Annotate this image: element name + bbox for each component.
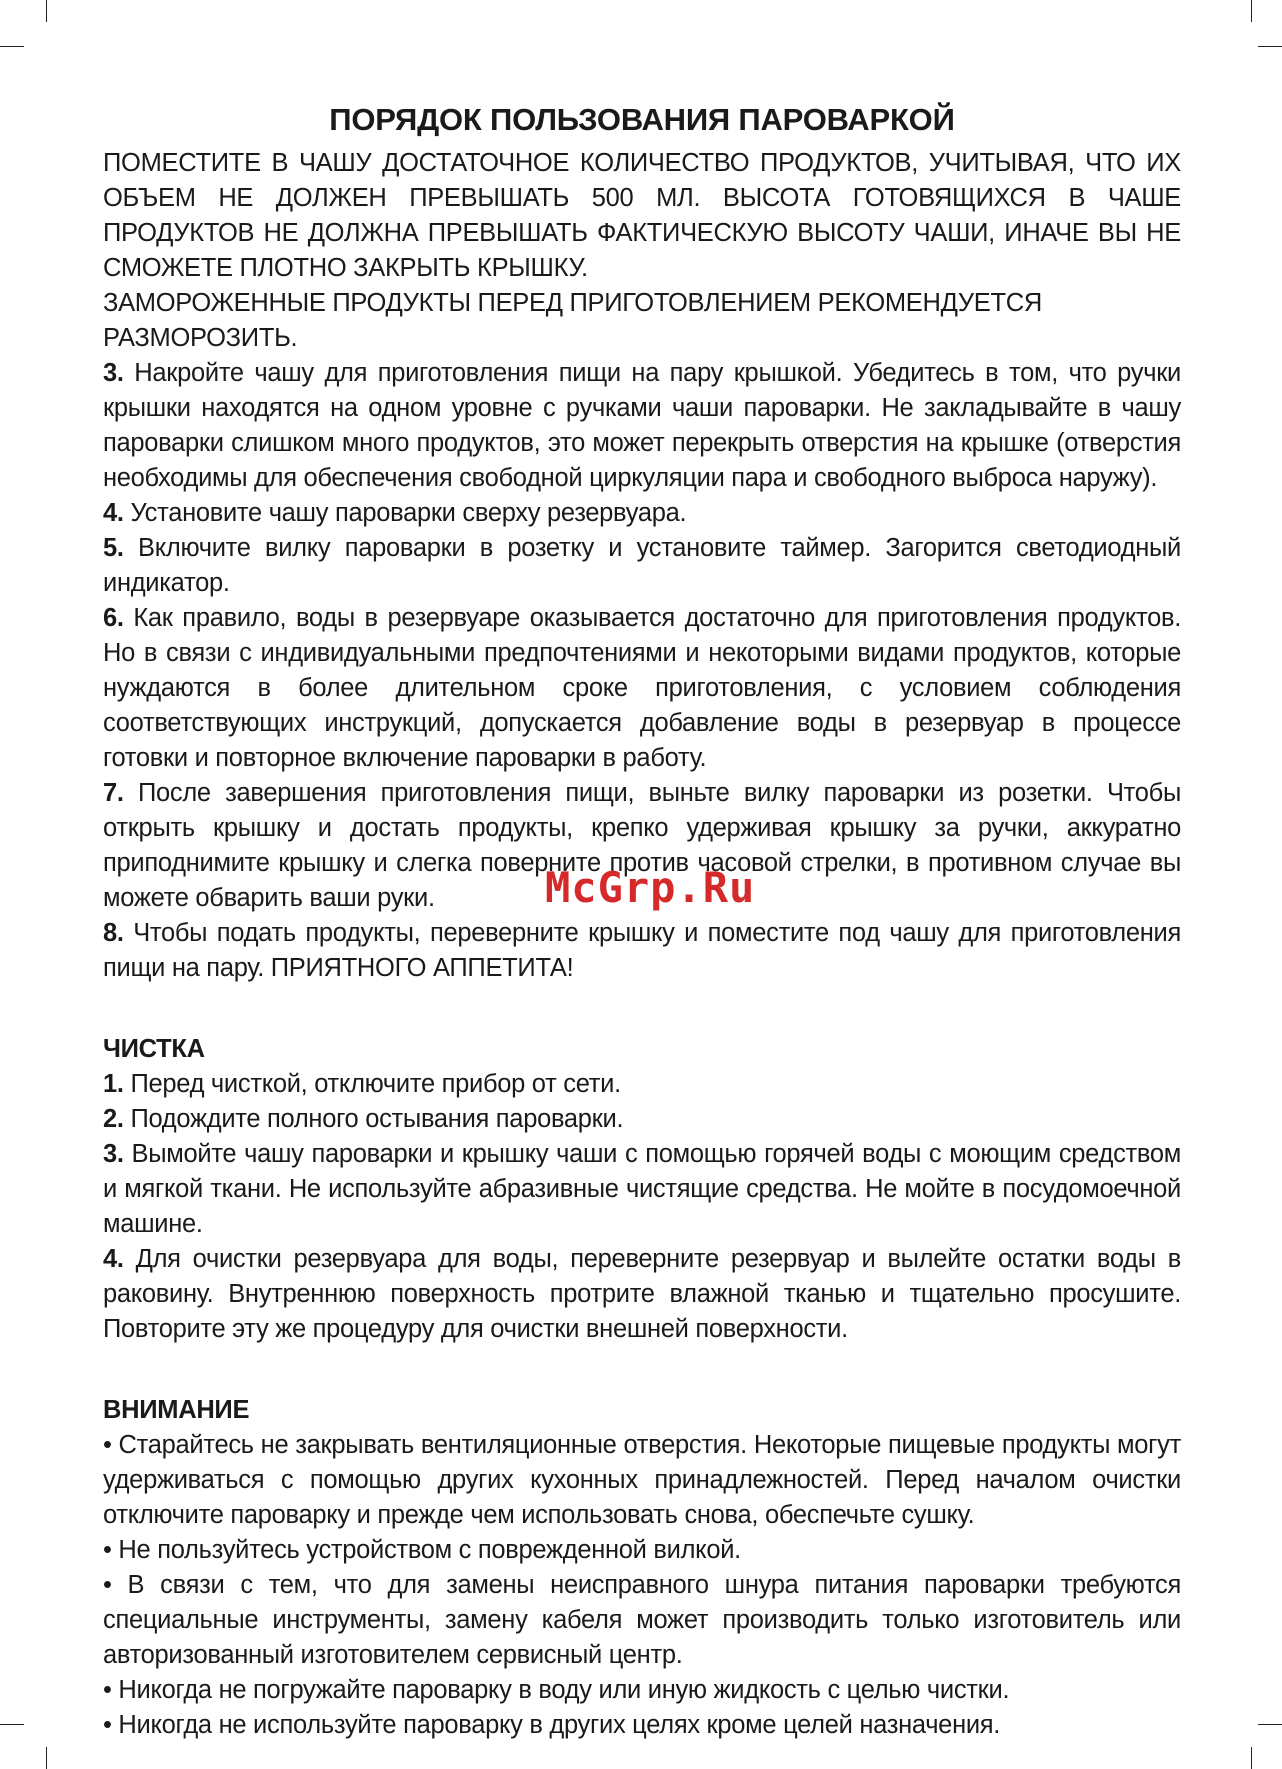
warning-item: • Никогда не погружайте пароварку в воду или иную жидкость с целью чистки.	[103, 1676, 1010, 1704]
crop-mark	[1251, 1747, 1252, 1769]
step-number: 8.	[103, 919, 124, 947]
step-item	[103, 916, 1181, 986]
step-item	[103, 496, 1181, 531]
cleaning-number: 1.	[103, 1070, 124, 1098]
step-text: Установите чашу пароварки сверху резервуара.	[123, 499, 687, 527]
step-number: 4.	[103, 499, 124, 527]
cleaning-text: Вымойте чашу пароварки и крышку чаши с помощью горячей воды с моющим средством и мягкой ткани. Не используйте абразивные чистящие средства. Не мойте в посудомоечной машине.	[103, 1140, 1181, 1238]
step-number: 6.	[103, 604, 124, 632]
intro-paragraph: ПОМЕСТИТЕ В ЧАШУ ДОСТАТОЧНОЕ КОЛИЧЕСТВО ПРОДУКТОВ, УЧИТЫВАЯ, ЧТО ИХ ОБЪЕМ НЕ ДОЛЖЕН ПРЕВЫШАТЬ 500 МЛ. ВЫСОТА ГОТОВЯЩИХСЯ В ЧАШЕ ПРОДУКТОВ НЕ ДОЛЖНА ПРЕВЫШАТЬ ФАКТИЧЕСКУЮ ВЫСОТУ ЧАШИ, ИНАЧЕ ВЫ НЕ СМОЖЕТЕ ПЛОТНО ЗАКРЫТЬ КРЫШКУ.	[103, 149, 1181, 282]
step-item	[103, 356, 1181, 496]
step-number: 3.	[103, 359, 124, 387]
step-number: 5.	[103, 534, 124, 562]
step-number: 7.	[103, 779, 124, 807]
cleaning-number: 2.	[103, 1105, 124, 1133]
crop-mark	[46, 1747, 47, 1769]
step-text: После завершения приготовления пищи, выньте вилку пароварки из розетки. Чтобы открыть крышку и достать продукты, крепко удерживая крышку за ручки, аккуратно приподнимите крышку и слегка поверните против часовой стрелки, в противном случае вы можете обварить ваши руки.	[103, 779, 1181, 912]
cleaning-number: 4.	[103, 1245, 124, 1273]
intro-paragraph: ЗАМОРОЖЕННЫЕ ПРОДУКТЫ ПЕРЕД ПРИГОТОВЛЕНИЕМ РЕКОМЕНДУЕТСЯ РАЗМОРОЗИТЬ.	[103, 289, 1043, 352]
step-text: Чтобы подать продукты, переверните крышку и поместите под чашу для приготовления пищи на пару. ПРИЯТНОГО АППЕТИТА!	[103, 919, 1181, 982]
crop-mark	[1258, 46, 1282, 47]
warning-heading: ВНИМАНИЕ	[103, 1396, 250, 1424]
warning-item: • В связи с тем, что для замены неисправного шнура питания пароварки требуются специальные инструменты, замену кабеля может производить только изготовитель или авторизованный изготовителем сервисный центр.	[103, 1571, 1181, 1669]
crop-mark	[0, 46, 24, 47]
watermark: McGrp.Ru	[545, 863, 756, 912]
cleaning-heading: ЧИСТКА	[103, 1035, 205, 1063]
warning-item: • Старайтесь не закрывать вентиляционные отверстия. Некоторые пищевые продукты могут удерживаться с помощью других кухонных принадлежностей. Перед началом очистки отключите пароварку и прежде чем использовать снова, обеспечьте сушку.	[103, 1431, 1181, 1529]
crop-mark	[1251, 0, 1252, 22]
step-text: Включите вилку пароварки в розетку и установите таймер. Загорится светодиодный индикатор.	[103, 534, 1181, 597]
page-title: ПОРЯДОК ПОЛЬЗОВАНИЯ ПАРОВАРКОЙ	[329, 102, 955, 137]
warning-item: • Не пользуйтесь устройством с поврежденной вилкой.	[103, 1536, 741, 1564]
crop-mark	[46, 0, 47, 22]
cleaning-item	[103, 1102, 1181, 1137]
cleaning-item	[103, 1137, 1181, 1242]
cleaning-item	[103, 1242, 1181, 1347]
crop-mark	[0, 1724, 24, 1725]
step-item	[103, 601, 1181, 776]
document-page	[103, 100, 1181, 1743]
step-item	[103, 531, 1181, 601]
cleaning-number: 3.	[103, 1140, 124, 1168]
step-text: Как правило, воды в резервуаре оказывается достаточно для приготовления продуктов. Но в связи с индивидуальными предпочтениями и некоторыми видами продуктов, которые нуждаются в более длительном сроке приготовления, с условием соблюдения соответствующих инструкций, допускается добавление воды в резервуар в процессе готовки и повторное включение пароварки в работу.	[103, 604, 1181, 772]
cleaning-item	[103, 1067, 1181, 1102]
warning-item: • Никогда не используйте пароварку в других целях кроме целей назначения.	[103, 1711, 1001, 1739]
cleaning-text: Перед чисткой, отключите прибор от сети.	[123, 1070, 621, 1098]
cleaning-text: Для очистки резервуара для воды, переверните резервуар и вылейте остатки воды в раковину. Внутреннюю поверхность протрите влажной тканью и тщательно просушите. Повторите эту же процедуру для очистки внешней поверхности.	[103, 1245, 1181, 1343]
cleaning-text: Подождите полного остывания пароварки.	[123, 1105, 624, 1133]
crop-mark	[1258, 1724, 1282, 1725]
step-text: Накройте чашу для приготовления пищи на пару крышкой. Убедитесь в том, что ручки крышки находятся на одном уровне с ручками чаши пароварки. Не закладывайте в чашу пароварки слишком много продуктов, это может перекрыть отверстия на крышке (отверстия необходимы для обеспечения свободной циркуляции пара и свободного выброса наружу).	[103, 359, 1181, 492]
